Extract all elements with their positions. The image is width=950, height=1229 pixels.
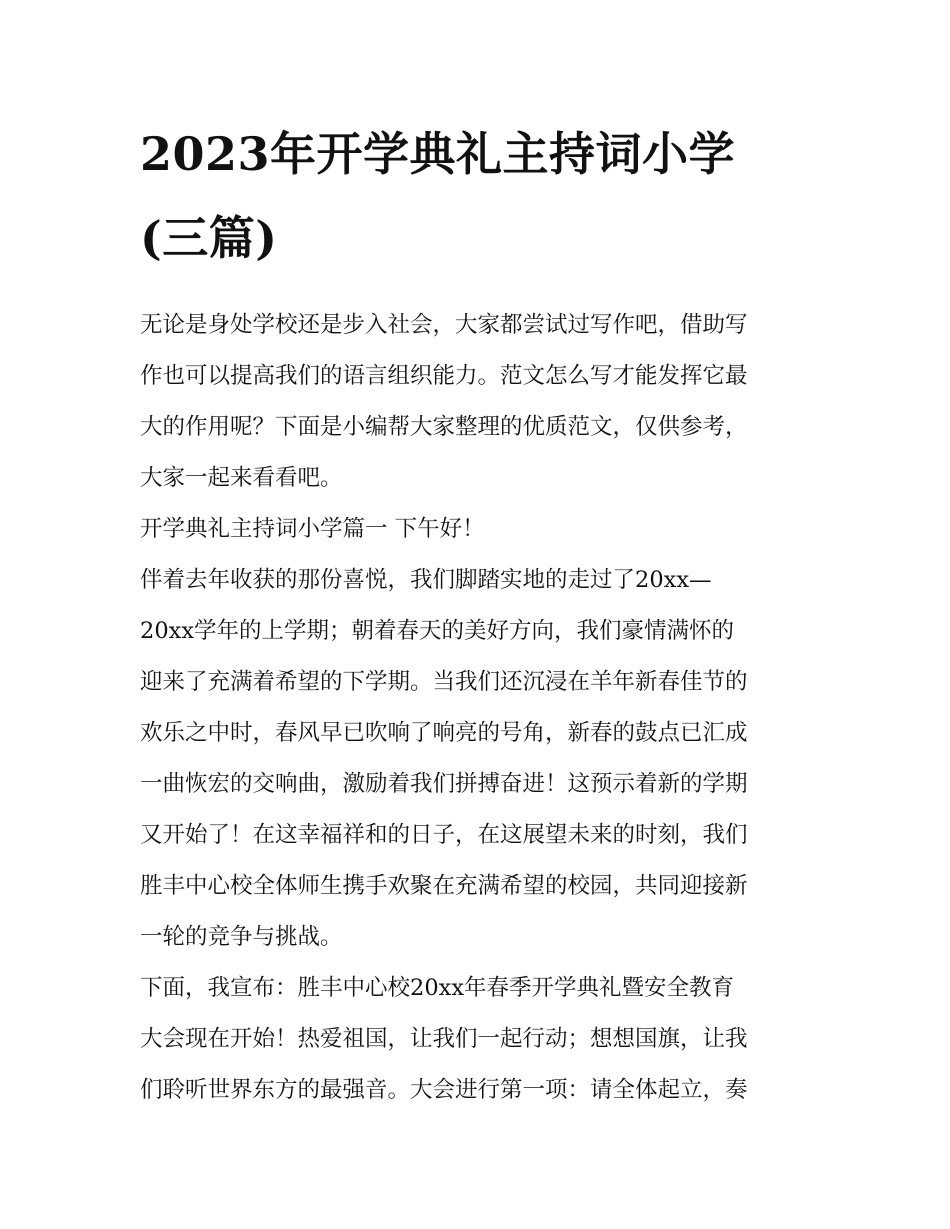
text-line: 迎来了充满着希望的下学期。当我们还沉浸在羊年新春佳节的 (140, 669, 748, 695)
title-line: 2023年开学典礼主持词小学 (140, 127, 736, 181)
text-line: 伴着去年收获的那份喜悦，我们脚踏实地的走过了20xx— (140, 567, 712, 593)
text-line: 一轮的竞争与挑战。 (140, 924, 343, 950)
text-line: 们聆听世界东方的最强音。大会进行第一项：请全体起立，奏 (140, 1077, 748, 1103)
text-line: 一曲恢宏的交响曲，激励着我们拼搏奋进！这预示着新的学期 (140, 771, 748, 797)
text-line: 作也可以提高我们的语言组织能力。范文怎么写才能发挥它最 (140, 363, 748, 389)
text-line: 大的作用呢？下面是小编帮大家整理的优质范文，仅供参考， (140, 414, 748, 440)
text-line: 无论是身处学校还是步入社会，大家都尝试过写作吧，借助写 (140, 312, 748, 338)
text-line: 下面，我宣布：胜丰中心校20xx年春季开学典礼暨安全教育 (140, 975, 735, 1001)
title-line: (三篇) (140, 211, 278, 265)
document-title (140, 112, 812, 280)
text-line: 大家一起来看看吧。 (140, 465, 343, 491)
text-line: 又开始了！在这幸福祥和的日子，在这展望未来的时刻，我们 (140, 822, 748, 848)
text-line: 大会现在开始！热爱祖国，让我们一起行动；想想国旗，让我 (140, 1026, 748, 1052)
text-line: 欢乐之中时，春风早已吹响了响亮的号角，新春的鼓点已汇成 (140, 720, 748, 746)
section-heading-line: 开学典礼主持词小学篇一 下午好！ (140, 516, 485, 542)
text-line: 20xx学年的上学期；朝着春天的美好方向，我们豪情满怀的 (140, 618, 735, 644)
text-line: 胜丰中心校全体师生携手欢聚在充满希望的校园，共同迎接新 (140, 873, 748, 899)
document-body (140, 300, 812, 1116)
document-page (140, 112, 812, 1116)
